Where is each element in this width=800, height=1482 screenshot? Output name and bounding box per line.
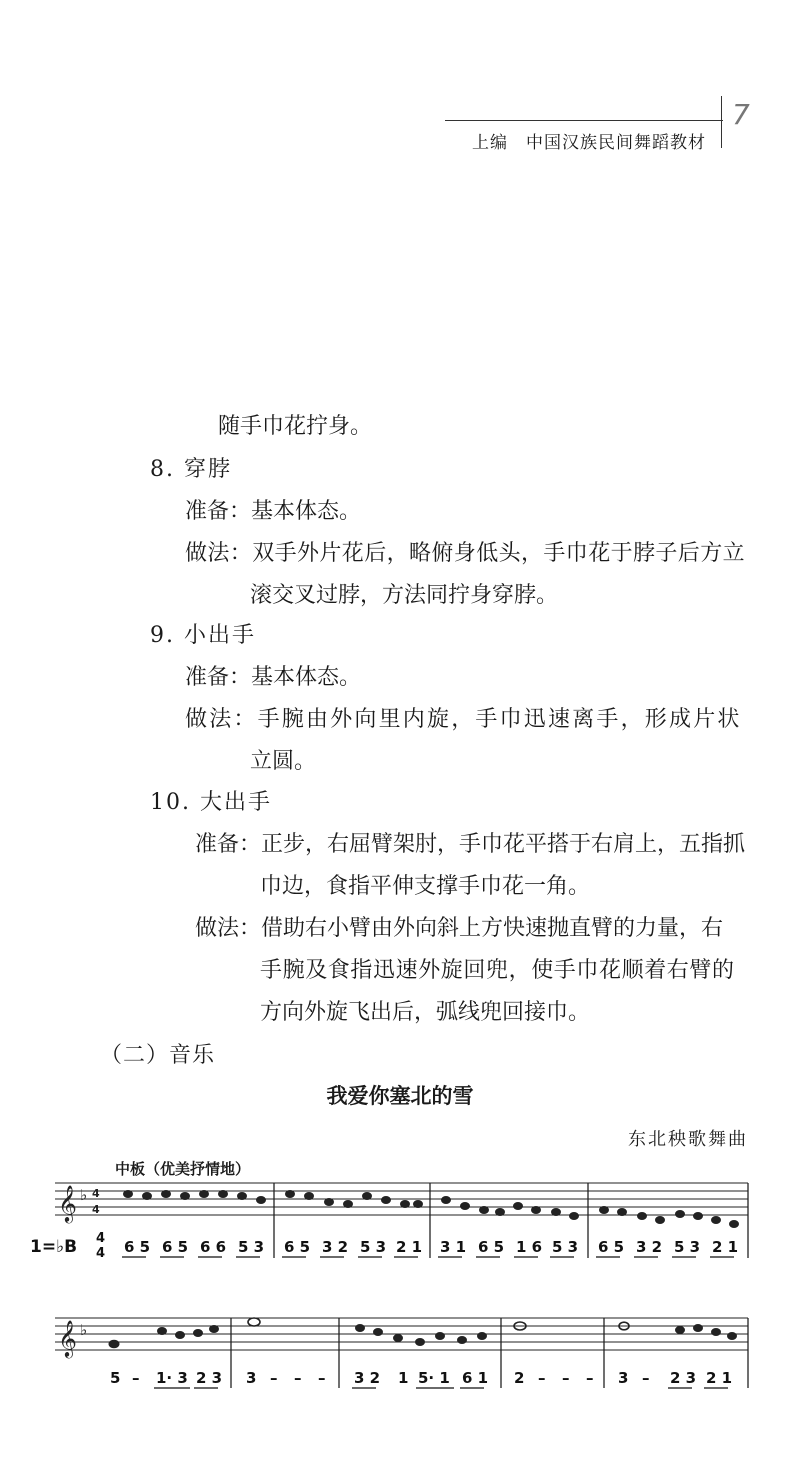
jianpu-r2-m1-b4: 2 3 [196, 1369, 223, 1387]
jianpu-row-2 [110, 1369, 732, 1387]
jianpu-r2-m2-b4: – [318, 1369, 326, 1387]
body-line-7: 准备：基本体态。 [185, 665, 362, 690]
body-line-14: 手腕及食指迅速外旋回兜，使手巾花顺着右臂的 [260, 958, 735, 983]
jianpu-r2-m3-b2: 1 [398, 1369, 409, 1387]
song-title: 我爱你塞北的雪 [326, 1084, 474, 1108]
key-flat-icon: ♭ [80, 1186, 88, 1204]
body-line-1: 随手巾花拧身。 [218, 414, 373, 439]
jianpu-r2-m4-b2: – [538, 1369, 546, 1387]
jianpu-r2-m2-b1: 3 [246, 1369, 257, 1387]
jianpu-r1-m1-b1: 6 5 [124, 1238, 151, 1256]
jianpu-r1-m2-b1: 6 5 [284, 1238, 311, 1256]
staff-time-top: 4 [92, 1187, 100, 1200]
treble-clef-icon: 𝄞 [58, 1184, 77, 1222]
body-line-5: 滚交叉过脖，方法同拧身穿脖。 [250, 583, 559, 608]
body-line-11: 准备：正步，右屈臂架肘，手巾花平搭于右肩上，五指抓 [195, 832, 746, 857]
jianpu-r2-m1-b1: 5 [110, 1369, 121, 1387]
jianpu-r2-m4-b3: – [562, 1369, 570, 1387]
jianpu-r1-m4-b2: 3 2 [636, 1238, 663, 1256]
jianpu-r2-m5-b3: 2 3 [670, 1369, 697, 1387]
jianpu-r2-m4-b1: 2 [514, 1369, 525, 1387]
page-number: 7 [732, 98, 750, 131]
tempo-marking: 中板（优美抒情地） [115, 1160, 251, 1178]
jianpu-r1-m3-b2: 6 5 [478, 1238, 505, 1256]
staff-row-1 [55, 1183, 748, 1215]
notes-row-2 [109, 1318, 737, 1348]
song-style: 东北秧歌舞曲 [628, 1129, 748, 1150]
jianpu-r1-m3-b3: 1 6 [516, 1238, 543, 1256]
jianpu-r1-m2-b2: 3 2 [322, 1238, 349, 1256]
jianpu-r2-m3-b4: 6 1 [462, 1369, 489, 1387]
jianpu-r2-m1-b2: – [132, 1369, 140, 1387]
notes-row-1 [124, 1191, 739, 1228]
body-line-4: 做法：双手外片花后，略俯身低头，手巾花于脖子后方立 [185, 541, 746, 566]
jianpu-r1-m4-b3: 5 3 [674, 1238, 701, 1256]
item-title-9: 9. 小出手 [150, 623, 256, 648]
body-line-9: 立圆。 [250, 749, 317, 774]
jianpu-r2-m3-b3: 5· 1 [418, 1369, 450, 1387]
jianpu-r1-m1-b2: 6 5 [162, 1238, 189, 1256]
jianpu-r2-m5-b2: – [642, 1369, 650, 1387]
body-line-8: 做法：手腕由外向里内旋，手巾迅速离手，形成片状 [185, 707, 742, 732]
jianpu-r1-m4-b4: 2 1 [712, 1238, 739, 1256]
body-line-13: 做法：借助右小臂由外向斜上方快速抛直臂的力量，右 [195, 916, 724, 941]
jianpu-r2-m3-b1: 3 2 [354, 1369, 381, 1387]
staff-time-bottom: 4 [92, 1203, 100, 1216]
jianpu-r1-m4-b1: 6 5 [598, 1238, 625, 1256]
jianpu-time-bottom: 4 [96, 1246, 106, 1261]
jianpu-row-1 [124, 1238, 738, 1256]
jianpu-time-top: 4 [96, 1231, 106, 1246]
jianpu-r1-m3-b1: 3 1 [440, 1238, 467, 1256]
jianpu-r1-m1-b3: 6 6 [200, 1238, 227, 1256]
treble-clef-icon-2: 𝄞 [58, 1319, 77, 1357]
item-title-10: 10. 大出手 [150, 790, 272, 815]
body-line-3: 准备：基本体态。 [185, 499, 362, 524]
jianpu-r2-m2-b2: – [270, 1369, 278, 1387]
jianpu-r1-m2-b3: 5 3 [360, 1238, 387, 1256]
key-flat-icon-2: ♭ [80, 1321, 88, 1339]
jianpu-r2-m4-b4: – [586, 1369, 594, 1387]
key-signature: 1=♭B [30, 1237, 78, 1257]
jianpu-r1-m1-b4: 5 3 [238, 1238, 265, 1256]
jianpu-r1-m2-b4: 2 1 [396, 1238, 423, 1256]
jianpu-r1-m3-b4: 5 3 [552, 1238, 579, 1256]
body-line-15: 方向外旋飞出后，弧线兜回接巾。 [260, 1000, 591, 1025]
running-title: 上编 中国汉族民间舞蹈教材 [472, 133, 706, 153]
jianpu-r2-m2-b3: – [294, 1369, 302, 1387]
section-heading: （二）音乐 [100, 1043, 216, 1068]
jianpu-r2-m1-b3: 1· 3 [156, 1369, 188, 1387]
body-line-12: 巾边，食指平伸支撑手巾花一角。 [260, 874, 591, 899]
jianpu-r2-m5-b1: 3 [618, 1369, 629, 1387]
item-title-8: 8. 穿脖 [150, 457, 232, 482]
jianpu-r2-m5-b4: 2 1 [706, 1369, 733, 1387]
